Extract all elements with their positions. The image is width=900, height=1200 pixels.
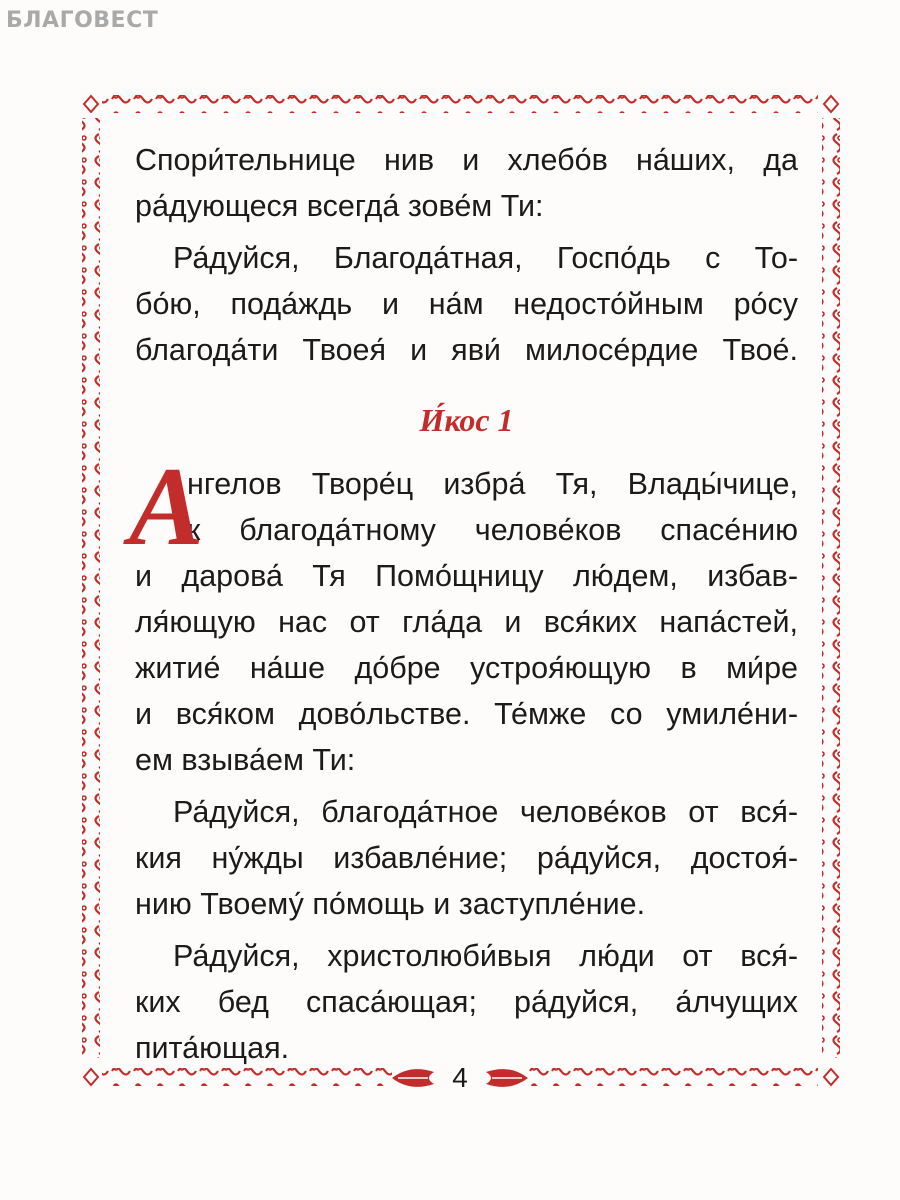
leaf-icon-left xyxy=(392,1069,434,1087)
page-text xyxy=(129,137,798,1071)
text-line: ем взыва́ем Ти: xyxy=(135,743,356,777)
corner-ornament-tl xyxy=(84,96,98,112)
text-line: Ра́дуйся, благода́тное челове́ков от вся́- xyxy=(173,795,798,829)
text-line: Ра́дуйся, Благода́тная, Госпо́дь с То- xyxy=(173,241,798,275)
ikos-paragraph xyxy=(129,445,798,783)
text-line: и вся́ком дово́льстве. Те́мже со умиле́ни- xyxy=(135,697,798,731)
text-line: житие́ на́ше до́бре устроя́ющую в ми́ре xyxy=(135,651,798,685)
page-number: 4 xyxy=(452,1062,468,1093)
text-line: к благода́тному челове́ков спасе́нию xyxy=(187,513,798,547)
text-line: кия ну́жды избавле́ние; ра́дуйся, достоя́- xyxy=(135,841,798,875)
border-left xyxy=(82,118,100,1058)
text-line: благода́ти Твоея́ и яви́ милосе́рдие Твое́. xyxy=(135,333,798,367)
border-right xyxy=(822,118,840,1058)
watermark: БЛАГОВЕСТ xyxy=(6,8,159,33)
corner-ornament-tr xyxy=(824,96,838,112)
text-line: ких бед спаса́ющая; ра́дуйся, а́лчущих xyxy=(135,985,798,1019)
text-line: ра́дующеся всегда́ зове́м Ти: xyxy=(135,189,544,223)
text-line: нгелов Творе́ц избра́ Тя, Влады́чице, xyxy=(187,467,798,501)
border-top xyxy=(102,95,818,113)
text-line: бо́ю, пода́ждь и на́м недосто́йным ро́су xyxy=(135,287,798,321)
text-line: и дарова́ Тя Помо́щницу лю́дем, избав- xyxy=(135,559,798,593)
section-heading: И́кос 1 xyxy=(419,402,514,438)
leaf-icon-right xyxy=(486,1069,528,1087)
text-line: ля́ющую нас от гла́да и вся́ких напа́стей, xyxy=(135,605,798,639)
corner-ornament-br xyxy=(824,1069,838,1085)
text-line: пита́ющая. xyxy=(135,1031,290,1065)
text-line: Ра́дуйся, христолюби́выя лю́ди от вся́- xyxy=(173,939,798,973)
text-line: нию Твоему́ по́мощь и заступле́ние. xyxy=(135,887,646,921)
corner-ornament-bl xyxy=(84,1069,98,1085)
drop-cap: А xyxy=(129,445,204,569)
text-line: Спори́тельнице нив и хлебо́в на́ших, да xyxy=(135,143,798,177)
